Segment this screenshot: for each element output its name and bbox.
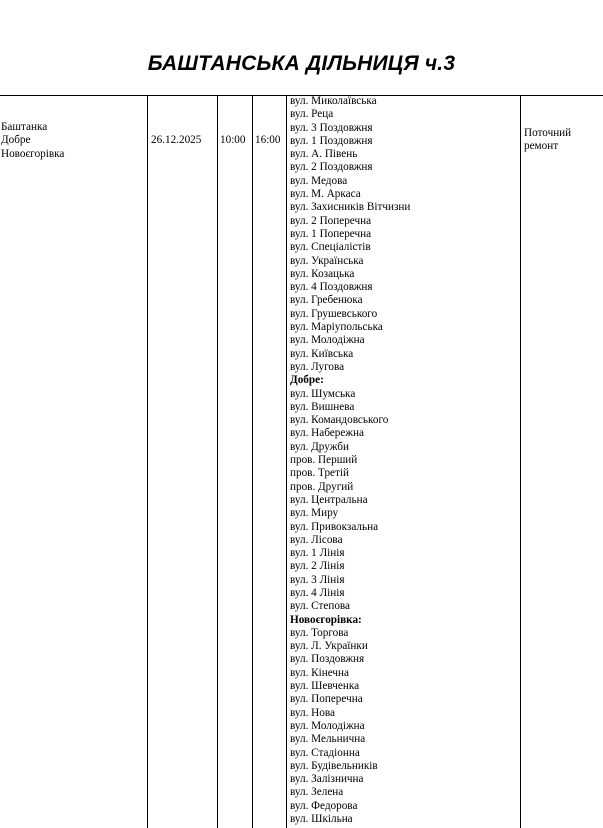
street-item: вул. Л. Українки (290, 640, 368, 653)
street-item: вул. Дружби (290, 440, 349, 453)
street-item: вул. 1 Поздовжня (290, 134, 373, 147)
street-item: вул. Маріупольська (290, 321, 383, 334)
settlement-heading: Добре: (290, 374, 324, 387)
column-divider (252, 95, 253, 828)
streets-cell (290, 95, 518, 826)
street-item: вул. Українська (290, 254, 364, 267)
street-item: вул. Поперечна (290, 693, 363, 706)
street-item: вул. Будівельників (290, 759, 378, 772)
street-item: вул. Привокзальна (290, 520, 379, 533)
time-to-cell: 16:00 (255, 134, 281, 146)
street-item: вул. Торгова (290, 626, 349, 639)
column-divider (217, 95, 218, 828)
street-item: вул. Мельнична (290, 733, 366, 746)
street-item: вул. 2 Поздовжня (290, 161, 373, 174)
street-item: вул. Миру (290, 507, 339, 520)
street-item: вул. Київська (290, 347, 354, 360)
work-type-text: Поточний (524, 127, 572, 139)
street-item: вул. Лісова (290, 533, 343, 546)
street-item: вул. Шевченка (290, 680, 360, 693)
street-item: вул. Спеціалістів (290, 241, 371, 254)
street-item: вул. 1 Поперечна (290, 227, 372, 240)
street-item: вул. Грушевського (290, 307, 378, 320)
street-item: вул. Шумська (290, 387, 356, 400)
work-type-cell (524, 127, 602, 154)
settlement-name: Новоєгорівка (1, 147, 65, 160)
street-item: вул. Набережна (290, 427, 364, 440)
street-item: вул. Центральна (290, 493, 368, 506)
street-item: вул. Залізнична (290, 773, 364, 786)
street-item: вул. Кінечна (290, 666, 350, 679)
time-from-cell: 10:00 (220, 134, 246, 146)
work-type-text: ремонт (524, 140, 559, 153)
street-item: вул. 2 Лінія (290, 560, 345, 573)
settlement-heading: Новоєгорівка: (290, 613, 362, 626)
column-divider (147, 95, 148, 828)
street-item: вул. Миколаївська (290, 95, 377, 107)
street-item: вул. Молодіжна (290, 334, 365, 347)
settlement-name: Добре (1, 134, 31, 147)
street-item: вул. Стадіонна (290, 746, 360, 759)
street-item: вул. 4 Поздовжня (290, 281, 373, 294)
street-item: вул. Нова (290, 706, 335, 719)
street-item: вул. М. Аркаса (290, 188, 361, 201)
date-cell: 26.12.2025 (151, 134, 202, 146)
street-item: вул. Командовського (290, 414, 389, 427)
outage-schedule-table (0, 95, 603, 828)
street-item: вул. 3 Поздовжня (290, 121, 373, 134)
street-item: пров. Перший (290, 454, 358, 467)
street-item: вул. Шкільна (290, 813, 353, 826)
street-item: вул. 2 Поперечна (290, 214, 372, 227)
street-item: вул. Медова (290, 174, 348, 187)
street-item: пров. Третій (290, 467, 350, 480)
street-item: вул. Степова (290, 600, 351, 613)
street-item: вул. Реца (290, 108, 334, 121)
street-item: вул. 4 Лінія (290, 586, 345, 599)
street-item: вул. А. Півень (290, 148, 358, 161)
street-item: вул. Молодіжна (290, 719, 365, 732)
street-item: вул. Вишнева (290, 400, 355, 413)
street-item: вул. Федорова (290, 799, 358, 812)
street-item: вул. Гребенюка (290, 294, 363, 307)
street-item: вул. Зелена (290, 786, 344, 799)
column-divider (286, 95, 287, 828)
street-item: вул. Захисників Вітчизни (290, 201, 411, 214)
settlement-name: Баштанка (1, 121, 48, 133)
street-item: вул. Поздовжня (290, 653, 365, 666)
street-item: пров. Другий (290, 480, 354, 493)
street-item: вул. Козацька (290, 267, 355, 280)
column-divider (520, 95, 521, 828)
street-item: вул. Лугова (290, 360, 345, 373)
settlements-cell (1, 121, 145, 161)
street-item: вул. 3 Лінія (290, 573, 345, 586)
page-title: БАШТАНСЬКА ДІЛЬНИЦЯ ч.3 (147, 52, 456, 75)
street-item: вул. 1 Лінія (290, 547, 345, 560)
